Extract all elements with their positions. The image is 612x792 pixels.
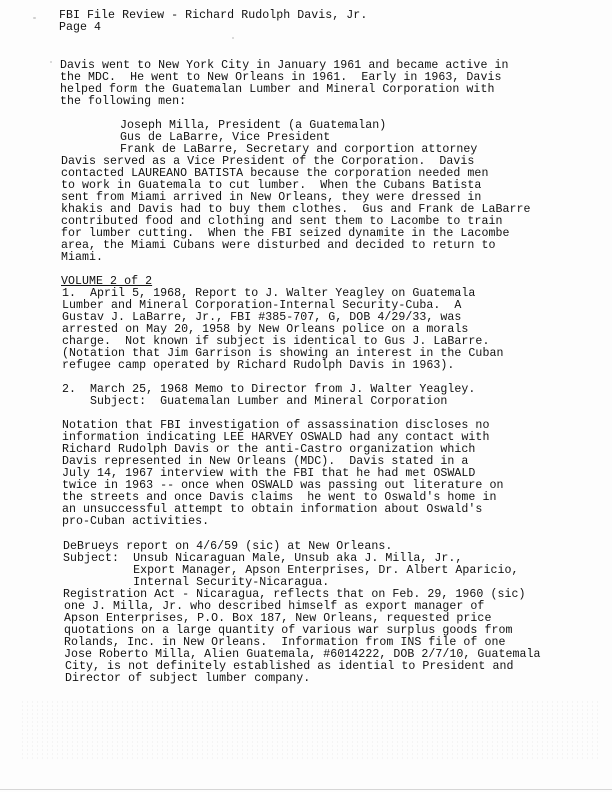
text-line: Apson Enterprises, P.O. Box 187, New Orleans, requested price — [64, 612, 492, 625]
scan-speck — [33, 17, 36, 19]
scan-speck — [50, 61, 52, 63]
text-line: arrested on May 20, 1958 by New Orleans police on a morals — [62, 323, 469, 336]
text-line: Internal Security-Nicaragua. — [63, 576, 330, 589]
text-line: information indicating LEE HARVEY OSWALD had any contact with — [62, 431, 490, 444]
text-line: Richard Rudolph Davis or the anti-Castro organization which — [62, 443, 476, 456]
text-line: Director of subject lumber company. — [65, 672, 311, 685]
text-line: refugee camp operated by Richard Rudolph Davis in 1963). — [62, 359, 455, 372]
text-line: City, is not definitely established as idential to President and — [65, 660, 514, 673]
text-line: Subject: Unsub Nicaraguan Male, Unsub aka J. Milla, Jr., — [63, 552, 463, 565]
scan-speck — [232, 37, 234, 39]
text-line: contributed food and clothing and sent them to Lacombe to train — [61, 215, 503, 228]
text-line: an unsuccessful attempt to obtain information about Oswald's — [62, 503, 483, 516]
text-line: khakis and Davis had to buy them clothes. Gus and Frank de LaBarre — [61, 203, 531, 216]
text-line: the MDC. He went to New Orleans in 1961. Early in 1963, Davis — [60, 71, 502, 84]
text-line: DeBrueys report on 4/6/59 (sic) at New Orleans. — [63, 540, 393, 553]
list-item: Joseph Milla, President (a Guatemalan) — [120, 119, 387, 132]
text-line: Davis served as a Vice President of the Corporation. Davis — [61, 155, 475, 168]
text-line: for lumber cutting. When the FBI seized dynamite in the Lacombe — [61, 227, 510, 240]
list-item: Gus de LaBarre, Vice President — [120, 131, 331, 144]
volume-heading: VOLUME 2 of 2 — [61, 275, 153, 288]
text-line: area, the Miami Cubans were disturbed and decided to return to — [61, 239, 496, 252]
text-line: 2. March 25, 1968 Memo to Director from J. Walter Yeagley. — [62, 383, 476, 396]
text-line: contacted LAUREANO BATISTA because the corporation needed men — [61, 167, 489, 180]
header-page-number: Page 4 — [59, 21, 102, 34]
text-line: Davis represented in New Orleans (MDC). Davis stated in a — [62, 455, 469, 468]
text-line: sent from Miami arrived in New Orleans, they were dressed in — [61, 191, 482, 204]
text-line: helped form the Guatemalan Lumber and Mineral Corporation with — [60, 83, 495, 96]
text-line: July 14, 1967 interview with the FBI that he had met OSWALD — [62, 467, 476, 480]
text-line: Jose Roberto Milla, Alien Guatemala, #6014222, DOB 2/7/10, Guatemala — [64, 648, 541, 661]
page-edge-line — [0, 789, 612, 790]
text-line: pro-Cuban activities. — [62, 515, 210, 528]
text-line: Registration Act - Nicaragua, reflects that on Feb. 29, 1960 (sic) — [63, 588, 526, 601]
text-line: Miami. — [61, 251, 104, 264]
text-line: Notation that FBI investigation of assassination discloses no — [62, 419, 490, 432]
text-line: Subject: Guatemalan Lumber and Mineral Corporation — [62, 395, 448, 408]
text-line: to work in Guatemala to cut lumber. When the Cubans Batista — [61, 179, 482, 192]
text-line: charge. Not known if subject is identical to Gus J. LaBarre. — [62, 335, 490, 348]
text-line: twice in 1963 -- once when OSWALD was passing out literature on — [62, 479, 504, 492]
text-line: Gustav J. LaBarre, Jr., FBI #385-707, G, DOB 4/29/33, was — [62, 311, 462, 324]
text-line: the streets and once Davis claims he went to Oswald's home in — [62, 491, 497, 504]
text-line: Lumber and Mineral Corporation-Internal Security-Cuba. A — [62, 299, 462, 312]
text-line: Rolands, Inc. in New Orleans. Information from INS file of one — [64, 636, 506, 649]
text-line: one J. Milla, Jr. who described himself as export manager of — [64, 600, 485, 613]
header-title: FBI File Review - Richard Rudolph Davis, Jr. — [59, 9, 368, 22]
list-item: Frank de LaBarre, Secretary and corportion attorney — [120, 143, 478, 156]
text-line: Export Manager, Apson Enterprises, Dr. Albert Aparicio, — [63, 564, 519, 577]
text-line: Davis went to New York City in January 1961 and became active in — [60, 59, 509, 72]
text-line: quotations on a large quantity of various war surplus goods from — [64, 624, 513, 637]
text-line: (Notation that Jim Garrison is showing an interest in the Cuban — [62, 347, 504, 360]
text-line: the following men: — [60, 95, 187, 108]
text-line: 1. April 5, 1968, Report to J. Walter Yeagley on Guatemala — [62, 287, 476, 300]
scan-noise — [20, 700, 600, 760]
